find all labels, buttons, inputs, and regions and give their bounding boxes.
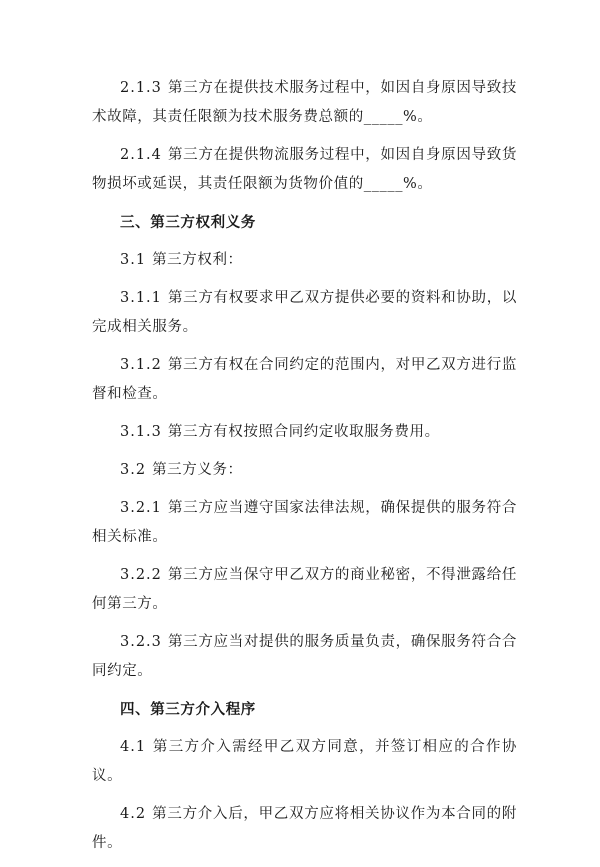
clause-3-1-1 — [92, 284, 517, 342]
clause-number: 3.1.2 — [120, 357, 162, 373]
clause-number: 3.2 — [120, 462, 147, 478]
clause-text: 第三方有权按照合同约定收取服务费用。 — [167, 424, 440, 440]
section-heading-3 — [92, 208, 517, 237]
clause-3-1 — [92, 246, 517, 275]
clause-number: 2.1.3 — [120, 80, 162, 96]
clause-3-2-2 — [92, 561, 517, 619]
clause-number: 3.1.1 — [120, 290, 162, 306]
clause-text: 第三方在提供技术服务过程中，如因自身原因导致技术故障，其责任限额为技术服务费总额的_____%。 — [92, 80, 517, 125]
clause-text: 第三方义务： — [152, 462, 243, 478]
clause-text: 第三方介入后，甲乙双方应将相关协议作为本合同的附件。 — [92, 806, 517, 851]
clause-text: 第三方有权要求甲乙双方提供必要的资料和协助，以完成相关服务。 — [92, 290, 517, 335]
clause-number: 3.2.2 — [120, 567, 162, 583]
clause-number: 4.1 — [120, 739, 147, 755]
clause-3-2-1 — [92, 494, 517, 552]
clause-text: 第三方权利： — [152, 252, 243, 268]
heading-text: 四、第三方介入程序 — [120, 701, 256, 718]
clause-number: 2.1.4 — [120, 147, 162, 163]
clause-3-2 — [92, 456, 517, 485]
clause-number: 3.2.1 — [120, 500, 162, 516]
section-heading-4 — [92, 695, 517, 724]
clause-3-2-3 — [92, 628, 517, 686]
clause-3-1-2 — [92, 351, 517, 409]
clause-text: 第三方介入需经甲乙双方同意，并签订相应的合作协议。 — [92, 739, 517, 784]
heading-text: 三、第三方权利义务 — [120, 214, 256, 231]
clause-text: 第三方有权在合同约定的范围内，对甲乙双方进行监督和检查。 — [92, 357, 517, 402]
document-body — [92, 74, 517, 867]
clause-number: 4.2 — [120, 806, 147, 822]
clause-text: 第三方在提供物流服务过程中，如因自身原因导致货物损坏或延误，其责任限额为货物价值的_____%。 — [92, 147, 517, 192]
clause-number: 3.1.3 — [120, 424, 162, 440]
clause-number: 3.1 — [120, 252, 147, 268]
clause-text: 第三方应当保守甲乙双方的商业秘密，不得泄露给任何第三方。 — [92, 567, 517, 612]
clause-4-1 — [92, 733, 517, 791]
clause-text: 第三方应当遵守国家法律法规，确保提供的服务符合相关标准。 — [92, 500, 517, 545]
clause-4-2 — [92, 800, 517, 858]
clause-2-1-4 — [92, 141, 517, 199]
clause-3-1-3 — [92, 418, 517, 447]
clause-number: 3.2.3 — [120, 634, 162, 650]
clause-2-1-3 — [92, 74, 517, 132]
clause-text: 第三方应当对提供的服务质量负责，确保服务符合合同约定。 — [92, 634, 517, 679]
